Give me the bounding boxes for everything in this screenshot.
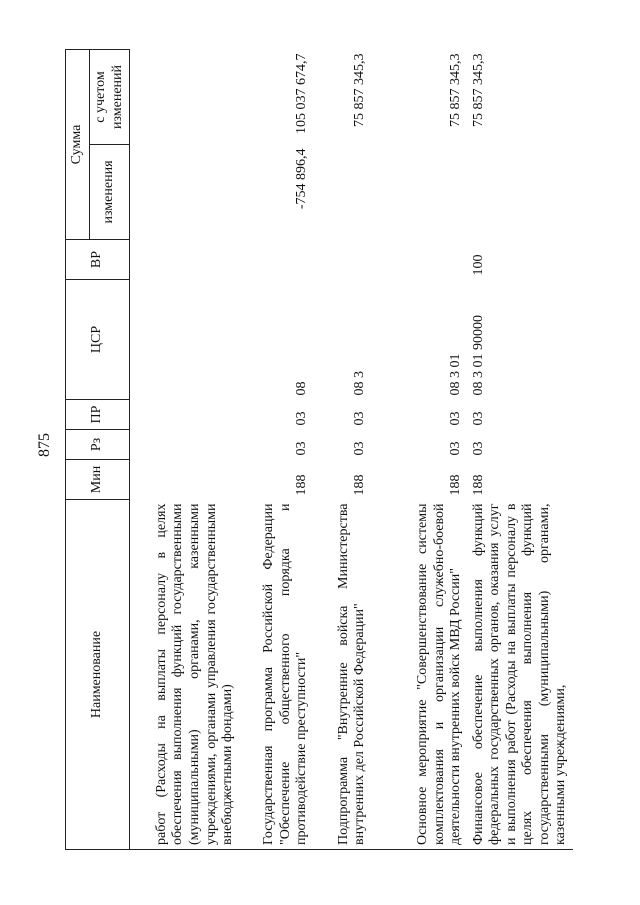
row-with-changes: 75 857 345,3 <box>352 53 368 127</box>
row-pr: 03 <box>448 411 464 426</box>
row-rz: 03 <box>448 441 464 456</box>
row-rz <box>130 430 240 460</box>
row-rz: 03 <box>352 441 368 456</box>
header-rz: Рз <box>66 430 130 460</box>
header-sum: Сумма <box>66 50 90 240</box>
table-row <box>130 50 240 850</box>
row-changes: -754 896,4 <box>294 148 310 210</box>
row-csr: 08 <box>294 381 310 396</box>
header-name: Наименование <box>66 500 130 850</box>
row-with-changes <box>130 50 240 145</box>
budget-table <box>65 49 573 850</box>
header-csr: ЦСР <box>66 280 130 400</box>
row-min: 188 <box>294 474 310 496</box>
row-min: 188 <box>470 474 486 496</box>
header-vr: ВР <box>66 240 130 280</box>
row-min: 188 <box>352 474 368 496</box>
row-name: Финансовое обеспечение выполнения функций федеральных государственных органов, оказания услуг и выполнения работ (Расходы на выплаты персоналу в целях обеспечения выполнения функций государственными (муниципальными) органами, казенными учреждениями, <box>468 500 573 850</box>
row-min: 188 <box>448 474 464 496</box>
header-min: Мин <box>66 460 130 500</box>
table-row <box>372 50 468 850</box>
table-row <box>240 50 314 850</box>
row-vr <box>240 240 314 280</box>
row-vr <box>314 240 372 280</box>
row-name: Основное мероприятие "Совершенствование системы комплектования и организации служебно-боевой деятельности внутренних войск МВД России" <box>372 500 468 850</box>
header-with-changes: с учетом изменений <box>90 50 130 145</box>
row-name: Государственная программа Российской Федерации "Обеспечение общественного порядка и противодействие преступности" <box>240 500 314 850</box>
row-name: Подпрограмма "Внутренние войска Министерства внутренних дел Российской Федерации" <box>314 500 372 850</box>
row-vr: 100 <box>470 254 486 276</box>
row-csr <box>130 280 240 400</box>
row-min <box>130 460 240 500</box>
row-changes <box>130 145 240 240</box>
row-pr: 03 <box>352 411 368 426</box>
budget-table-page <box>65 50 640 850</box>
row-pr: 03 <box>470 411 486 426</box>
row-name: работ (Расходы на выплаты персоналу в целях обеспечения выполнения функций государственными (муниципальными) органами, казенными учреждениями, органами управления государственными внебюджетными фондами) <box>130 500 240 850</box>
row-pr <box>130 400 240 430</box>
table-row <box>314 50 372 850</box>
row-rz: 03 <box>470 441 486 456</box>
row-pr: 03 <box>294 411 310 426</box>
row-changes <box>314 145 372 240</box>
header-pr: ПР <box>66 400 130 430</box>
row-rz: 03 <box>294 441 310 456</box>
row-vr <box>372 240 468 280</box>
header-changes: изменения <box>90 145 130 240</box>
row-csr: 08 3 01 <box>448 353 464 396</box>
row-with-changes: 75 857 345,3 <box>448 53 464 127</box>
row-vr <box>130 240 240 280</box>
row-csr: 08 3 <box>352 371 368 396</box>
row-changes <box>372 145 468 240</box>
page-number: 875 <box>36 433 53 457</box>
row-changes <box>468 145 573 240</box>
row-with-changes: 75 857 345,3 <box>470 53 486 127</box>
table-row <box>468 50 573 850</box>
row-with-changes: 105 037 674,7 <box>294 53 310 134</box>
row-csr: 08 3 01 90000 <box>470 315 486 396</box>
